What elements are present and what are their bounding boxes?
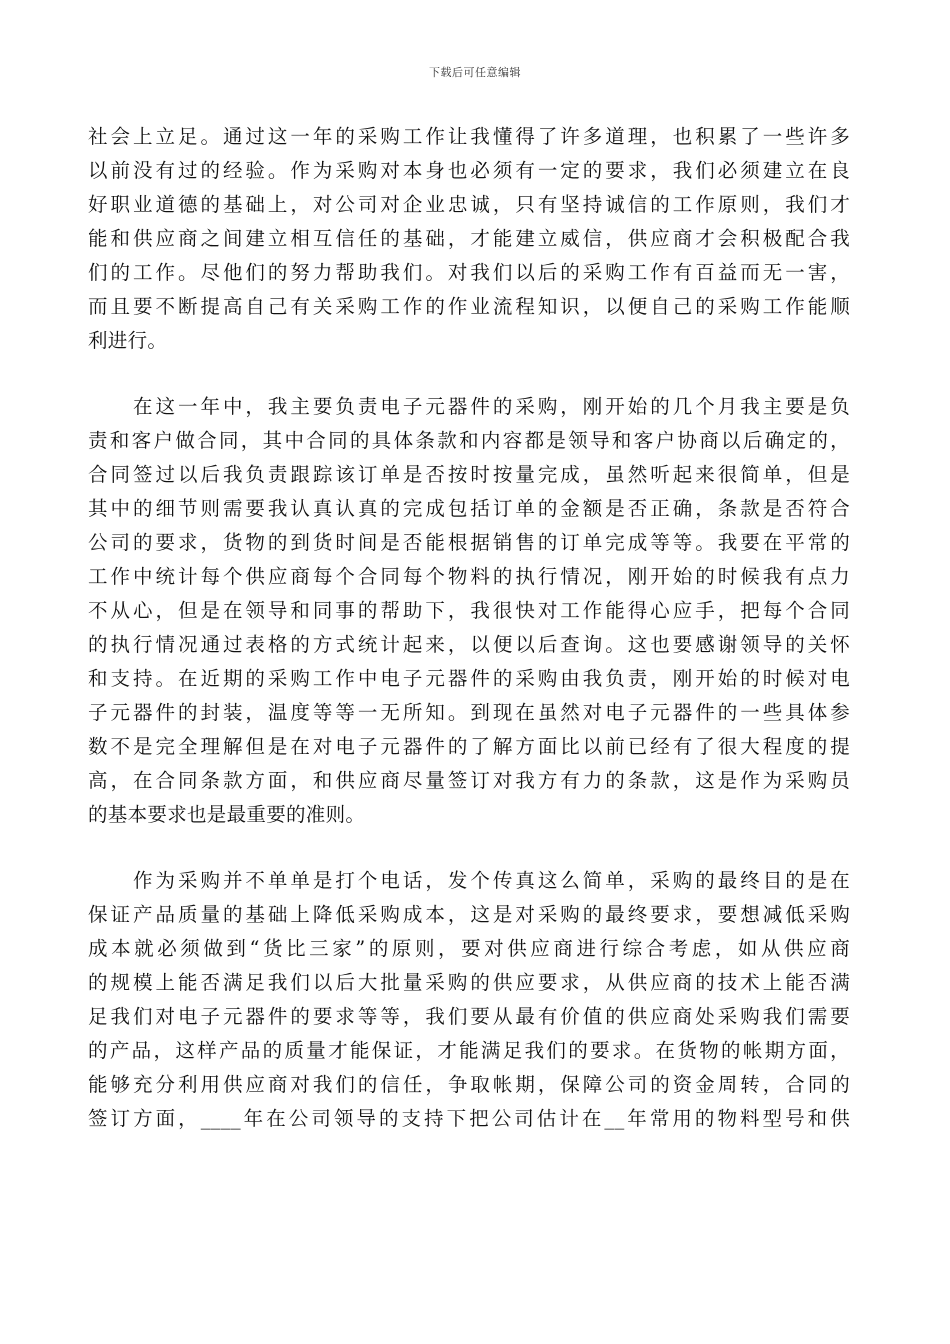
text-line: 责和客户做合同，其中合同的具体条款和内容都是领导和客户协商以后确定的， (88, 429, 850, 452)
text-line: 其中的细节则需要我认真认真的完成包括订单的金额是否正确，条款是否符合 (88, 497, 850, 520)
text-line: 以前没有过的经验。作为采购对本身也必须有一定的要求，我们必须建立在良 (88, 159, 850, 182)
text-line: 足我们对电子元器件的要求等等，我们要从最有价值的供应商处采购我们需要 (88, 1005, 850, 1028)
text-line: 和支持。在近期的采购工作中电子元器件的采购由我负责，刚开始的时候对电 (88, 667, 850, 690)
text-line: 好职业道德的基础上，对公司对企业忠诚，只有坚持诚信的工作原则，我们才 (88, 193, 850, 216)
document-body (88, 120, 850, 1136)
text-line: 公司的要求，货物的到货时间是否能根据销售的订单完成等等。我要在平常的 (88, 531, 850, 554)
paragraph (88, 864, 850, 1136)
text-line: 不从心，但是在领导和同事的帮助下，我很快对工作能得心应手，把每个合同 (88, 599, 850, 622)
text-line: 能和供应商之间建立相互信任的基础，才能建立威信，供应商才会积极配合我 (88, 227, 850, 250)
text-line: 利进行。 (88, 329, 168, 352)
text-line: 在这一年中，我主要负责电子元器件的采购，刚开始的几个月我主要是负 (88, 395, 850, 418)
text-line: 子元器件的封装，温度等等一无所知。到现在虽然对电子元器件的一些具体参 (88, 701, 850, 724)
text-line: 社会上立足。通过这一年的采购工作让我懂得了许多道理，也积累了一些许多 (88, 125, 850, 148)
header-note: 下载后可任意编辑 (429, 66, 521, 79)
text-line: 的执行情况通过表格的方式统计起来，以便以后查询。这也要感谢领导的关怀 (88, 633, 850, 656)
text-line: 们的工作。尽他们的努力帮助我们。对我们以后的采购工作有百益而无一害， (88, 261, 850, 284)
text-line: 作为采购并不单单是打个电话，发个传真这么简单，采购的最终目的是在 (88, 869, 850, 892)
text-line: 而且要不断提高自己有关采购工作的作业流程知识，以便自己的采购工作能顺 (88, 295, 850, 318)
paragraph-spacer (88, 358, 850, 390)
text-line: 签订方面，____年在公司领导的支持下把公司估计在__年常用的物料型号和供 (88, 1107, 850, 1130)
text-line: 能够充分利用供应商对我们的信任，争取帐期，保障公司的资金周转，合同的 (88, 1073, 850, 1096)
paragraph-spacer (88, 832, 850, 864)
text-line: 工作中统计每个供应商每个合同每个物料的执行情况，刚开始的时候我有点力 (88, 565, 850, 588)
text-line: 的规模上能否满足我们以后大批量采购的供应要求，从供应商的技术上能否满 (88, 971, 850, 994)
text-line: 成本就必须做到“货比三家”的原则，要对供应商进行综合考虑，如从供应商 (88, 937, 850, 960)
paragraph (88, 120, 850, 358)
text-line: 的产品，这样产品的质量才能保证，才能满足我们的要求。在货物的帐期方面， (88, 1039, 850, 1062)
text-line: 保证产品质量的基础上降低采购成本，这是对采购的最终要求，要想减低采购 (88, 903, 850, 926)
text-line: 高，在合同条款方面，和供应商尽量签订对我方有力的条款，这是作为采购员 (88, 769, 850, 792)
paragraph (88, 390, 850, 832)
text-line: 的基本要求也是最重要的准则。 (88, 803, 366, 826)
text-line: 数不是完全理解但是在对电子元器件的了解方面比以前已经有了很大程度的提 (88, 735, 850, 758)
text-line: 合同签过以后我负责跟踪该订单是否按时按量完成，虽然听起来很简单，但是 (88, 463, 850, 486)
